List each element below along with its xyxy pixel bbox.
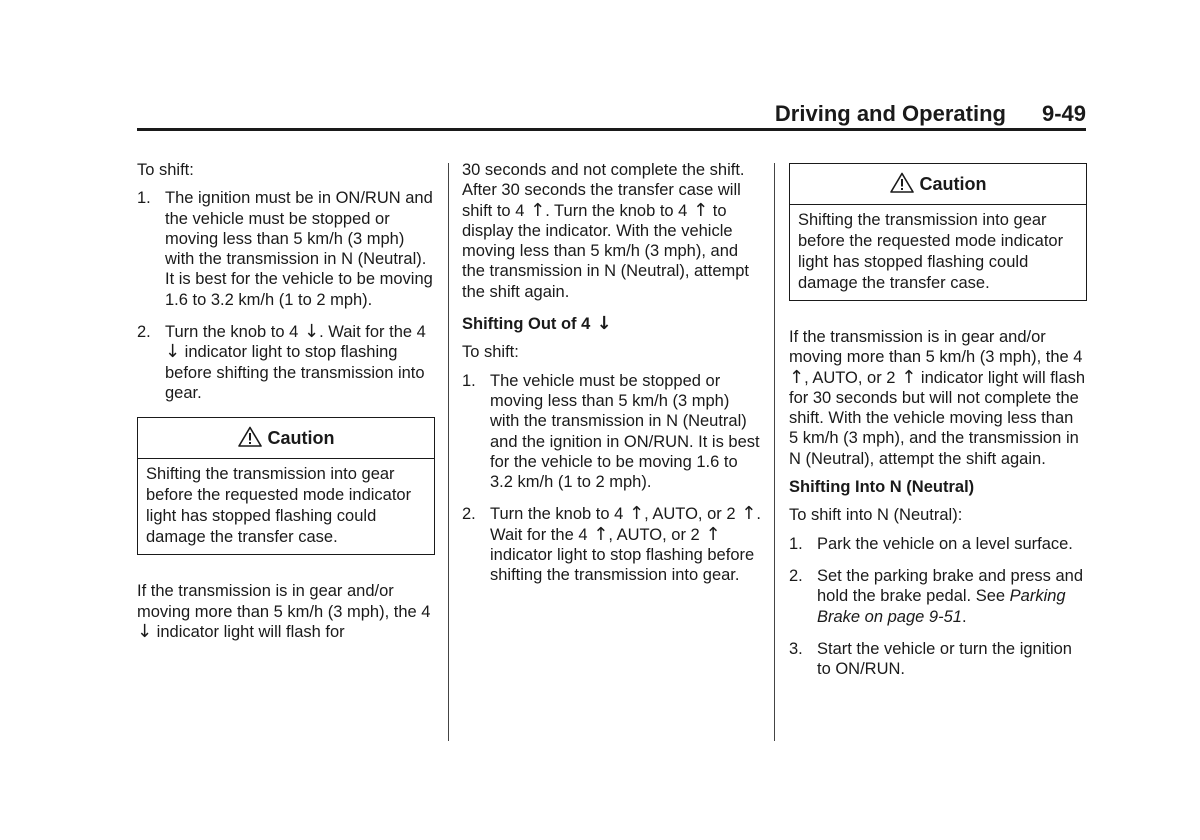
step-text: . Wait for the 4	[490, 505, 761, 544]
caution-header	[790, 164, 1086, 205]
list-item	[137, 322, 435, 403]
list-item	[789, 534, 1087, 554]
step-text: Park the vehicle on a level surface.	[817, 534, 1073, 553]
step-number: 3.	[789, 639, 803, 658]
step-number: 2.	[789, 566, 803, 585]
arrow-up-icon: ↑	[623, 503, 645, 525]
arrow-up-icon: ↑	[687, 199, 709, 221]
column-divider	[774, 163, 775, 741]
caution-title: Caution	[919, 174, 987, 194]
list-item	[137, 188, 435, 310]
step-text: Start the vehicle or turn the ignition to ON/RUN.	[817, 639, 1072, 679]
arrow-up-icon: ↑	[699, 523, 721, 545]
arrow-down-icon: ↓	[165, 341, 181, 363]
neutral-steps	[789, 534, 1087, 680]
list-item	[789, 639, 1087, 680]
paragraph-text: If the transmission is in gear and/or moving more than 5 km/h (3 mph), the 4	[137, 582, 431, 621]
arrow-up-icon: ↑	[524, 199, 546, 221]
list-item	[789, 566, 1087, 627]
arrow-up-icon: ↑	[895, 366, 917, 388]
step-number: 1.	[789, 534, 803, 553]
step-text: indicator light to stop flashing before shifting the transmission into gear.	[490, 546, 755, 585]
step-number: 2.	[137, 323, 151, 342]
section-heading: Shifting Into N (Neutral)	[789, 478, 975, 497]
step-number: 1.	[137, 189, 151, 208]
arrow-up-icon: ↑	[735, 503, 757, 525]
caution-title: Caution	[267, 428, 335, 449]
warning-triangle-icon	[890, 172, 914, 193]
paragraph-text: indicator light will flash for	[152, 622, 345, 641]
paragraph	[137, 581, 435, 642]
paragraph	[462, 160, 762, 302]
paragraph-text: If the transmission is in gear and/or moving more than 5 km/h (3 mph), the 4	[789, 328, 1083, 367]
intro-text: To shift into N (Neutral):	[789, 506, 963, 525]
arrow-up-icon: ↑	[789, 366, 805, 388]
paragraph	[789, 327, 1087, 469]
column-2	[462, 160, 762, 594]
caution-header	[138, 418, 434, 459]
page-header	[137, 100, 1086, 128]
step-text: The ignition must be in ON/RUN and the vehicle must be stopped or moving less than 5 km/h (3 mph) with the transmission in N (Neutral). It is best for the vehicle to be moving 1.6 to 3.2 km/h (1 to 2 mph).	[165, 189, 433, 309]
intro-text: To shift:	[137, 161, 194, 179]
step-text: .	[961, 607, 967, 626]
step-text: . Wait for the 4	[319, 323, 426, 342]
section-heading	[462, 314, 762, 334]
heading-text: Shifting Out of 4	[462, 315, 591, 334]
paragraph-text: . Turn the knob to 4	[545, 201, 688, 220]
step-text: Set the parking brake and press and hold the brake pedal. See	[817, 566, 1084, 606]
caution-box	[789, 163, 1087, 301]
caution-body: Shifting the transmission into gear before the requested mode indicator light has stopped flashing could damage the transfer case.	[146, 465, 412, 547]
paragraph-text: 30 seconds and not complete the shift. After 30 seconds the transfer case will shift to 4	[462, 161, 745, 220]
step-text: Turn the knob to 4	[165, 323, 299, 342]
caution-body: Shifting the transmission into gear before the requested mode indicator light has stopped flashing could damage the transfer case.	[798, 211, 1064, 292]
arrow-down-icon: ↓	[298, 321, 320, 343]
section-title: Driving and Operating	[774, 101, 1006, 126]
arrow-down-icon: ↓	[137, 620, 153, 642]
list-item	[462, 371, 762, 493]
warning-triangle-icon	[238, 426, 262, 447]
step-number: 1.	[462, 371, 476, 390]
step-number: 2.	[462, 505, 476, 524]
column-divider	[448, 163, 449, 741]
arrow-down-icon: ↓	[590, 313, 612, 335]
cross-reference-link[interactable]: Parking Brake on page 9-51	[817, 587, 1066, 626]
step-text: , AUTO, or 2	[644, 505, 736, 524]
caution-box	[137, 417, 435, 555]
step-text: Turn the knob to 4	[490, 505, 624, 524]
paragraph-text: indicator light will flash for 30 seconds but will not complete the shift. With the vehicle moving less than 5 km/h (3 mph), and the transmission in N (Neutral), attempt the shift again.	[789, 368, 1086, 468]
step-text: indicator light to stop flashing before shifting the transmission into gear.	[165, 343, 425, 402]
paragraph-text: , AUTO, or 2	[804, 368, 896, 387]
shift-steps	[137, 188, 435, 403]
step-text: , AUTO, or 2	[608, 525, 700, 544]
arrow-up-icon: ↑	[587, 523, 609, 545]
list-item	[462, 504, 762, 585]
paragraph-text: to display the indicator. With the vehicle moving less than 5 km/h (3 mph), and the transmission in N (Neutral), attempt the shift again.	[462, 201, 750, 301]
column-3	[789, 163, 1087, 687]
intro-text: To shift:	[462, 343, 519, 362]
step-text: The vehicle must be stopped or moving less than 5 km/h (3 mph) with the transmission in N (Neutral) and the ignition in ON/RUN. It is best for the vehicle to be moving 1.6 to 3.2 km/h (1 to 2 mph).	[490, 371, 760, 492]
page-number: 9-49	[1041, 101, 1086, 126]
column-1	[137, 160, 435, 650]
shift-steps	[462, 371, 762, 586]
header-rule	[137, 128, 1086, 131]
